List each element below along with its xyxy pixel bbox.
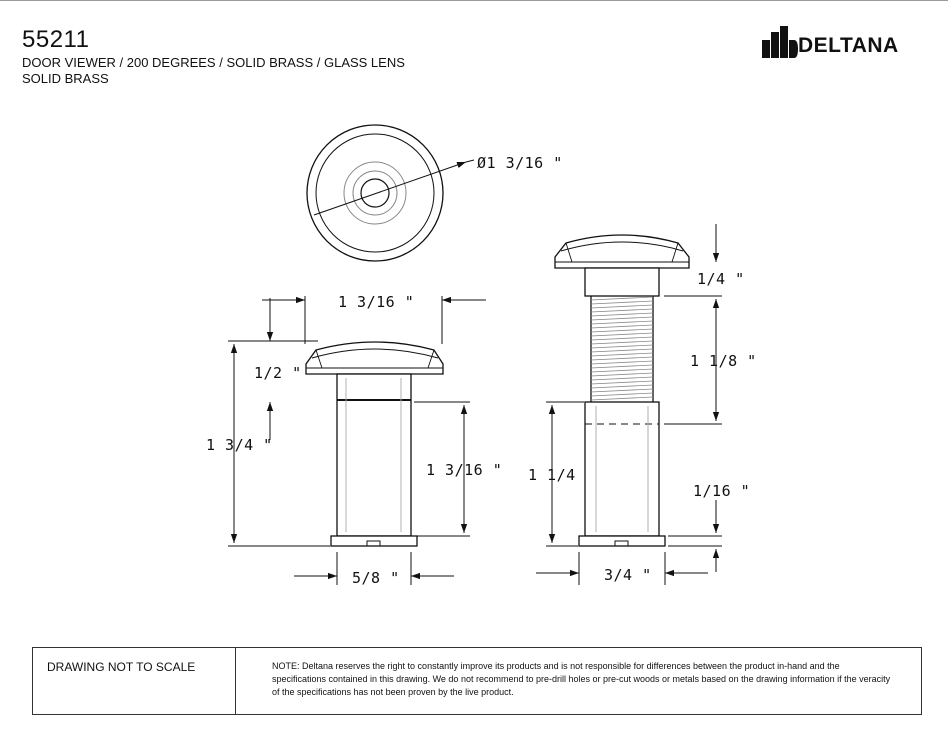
front-barrel-height-label: 1 3/16 " (426, 461, 503, 479)
front-overall-height-label: 1 3/4 " (206, 436, 273, 454)
side-flange-label: 1/16 " (693, 482, 751, 500)
scale-note: DRAWING NOT TO SCALE (47, 660, 196, 674)
brand-name: DELTANA (798, 34, 899, 57)
side-base-width-label: 3/4 " (604, 566, 652, 584)
front-base-width-label: 5/8 " (352, 569, 400, 587)
thread-pattern (591, 297, 653, 400)
top-view (307, 125, 474, 261)
diameter-label: Ø1 3/16 " (477, 154, 563, 172)
side-barrel-length-label: 1 1/4 (528, 466, 576, 484)
side-head-height-label: 1/4 " (697, 270, 745, 288)
description-line-1: DOOR VIEWER / 200 DEGREES / SOLID BRASS / GLASS LENS (22, 55, 405, 70)
scale-note-cell (33, 648, 236, 714)
description-line-2: SOLID BRASS (22, 71, 109, 86)
disclaimer-text: NOTE: Deltana reserves the right to constantly improve its products and is not responsible for differences between the product in-hand and the specifications contained in this drawing. We do not recommend to pre-drill holes or pre-cut woods or metals based on the drawing information if the veracity of the specifications has not been proven by the live product. (272, 661, 891, 697)
part-number: 55211 (22, 26, 90, 53)
front-view (306, 342, 443, 546)
front-head-height-label: 1/2 " (254, 364, 302, 382)
side-thread-length-label: 1 1/8 " (690, 352, 757, 370)
footer-note-box (32, 647, 922, 715)
front-top-width-label: 1 3/16 " (338, 293, 415, 311)
